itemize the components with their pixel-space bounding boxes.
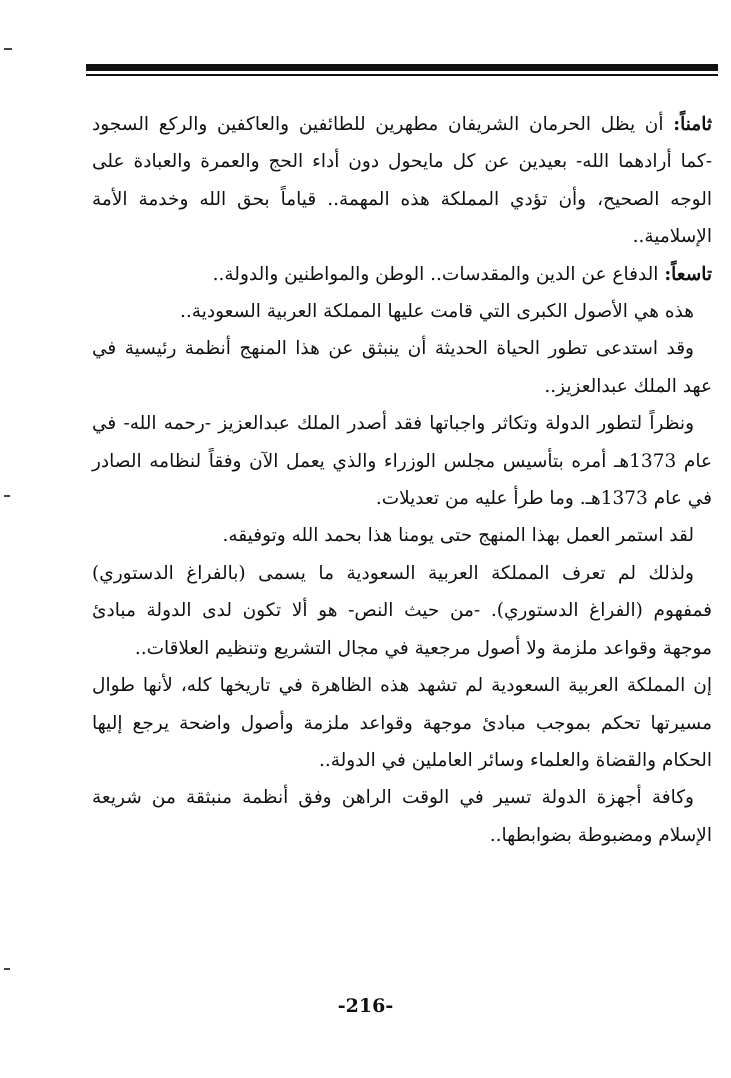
- paragraph-thamenan: [92, 106, 712, 256]
- header-rule-thin: [86, 74, 718, 76]
- paragraph: هذه هي الأصول الكبرى التي قامت عليها المملكة العربية السعودية..: [180, 301, 694, 323]
- paragraph: ونظراً لتطور الدولة وتكاثر واجباتها فقد أصدر الملك عبدالعزيز -رحمه الله- في عام 1373هـ أمره بتأسيس مجلس الوزراء والذي يعمل الآن وفقاً لنظامه الصادر في عام 1373هـ. وما طرأ عليه من تعديلات.: [92, 413, 712, 510]
- scan-margin-mark: [4, 968, 10, 970]
- paragraph: وكافة أجهزة الدولة تسير في الوقت الراهن وفق أنظمة منبثقة من شريعة الإسلام ومضبوطة بضوابطها..: [92, 787, 712, 846]
- header-rule-thick: [86, 64, 718, 71]
- paragraph-tasean: [92, 256, 712, 293]
- paragraph-text: أن يظل الحرمان الشريفان مطهرين للطائفين والعاكفين والركع السجود -كما أرادهما الله- بعيدين عن كل مايحول دون أداء الحج والعمرة والعبادة على الوجه الصحيح، وأن تؤدي المملكة هذه المهمة.. قياماً بحق الله وخدمة الأمة الإسلامية..: [92, 114, 712, 248]
- page-body: [92, 106, 712, 854]
- paragraph: وقد استدعى تطور الحياة الحديثة أن ينبثق عن هذا المنهج أنظمة رئيسية في عهد الملك عبدالعزيز..: [92, 338, 712, 397]
- paragraph: لقد استمر العمل بهذا المنهج حتى يومنا هذا بحمد الله وتوفيقه.: [222, 525, 694, 547]
- paragraph: ولذلك لم تعرف المملكة العربية السعودية ما يسمى (بالفراغ الدستوري) فمفهوم (الفراغ الدستوري). -من حيث النص- هو ألا تكون لدى الدولة مبادئ موجهة وقواعد ملزمة ولا أصول مرجعية في مجال التشريع وتنظيم العلاقات..: [92, 562, 712, 659]
- scan-margin-mark: [4, 48, 12, 50]
- paragraph-lead: ثامناً:: [673, 114, 712, 135]
- page-number: -216-: [337, 995, 394, 1017]
- paragraph-lead: تاسعاً:: [664, 263, 712, 285]
- scan-margin-mark: [4, 495, 10, 497]
- paragraph: إن المملكة العربية السعودية لم تشهد هذه الظاهرة في تاريخها كله، لأنها طوال مسيرتها تحكم بموجب مبادئ موجهة وقواعد ملزمة وأصول واضحة يرجع إليها الحكام والقضاة والعلماء وسائر العاملين في الدولة..: [92, 675, 712, 771]
- paragraph-text: الدفاع عن الدين والمقدسات.. الوطن والمواطنين والدولة..: [212, 263, 665, 285]
